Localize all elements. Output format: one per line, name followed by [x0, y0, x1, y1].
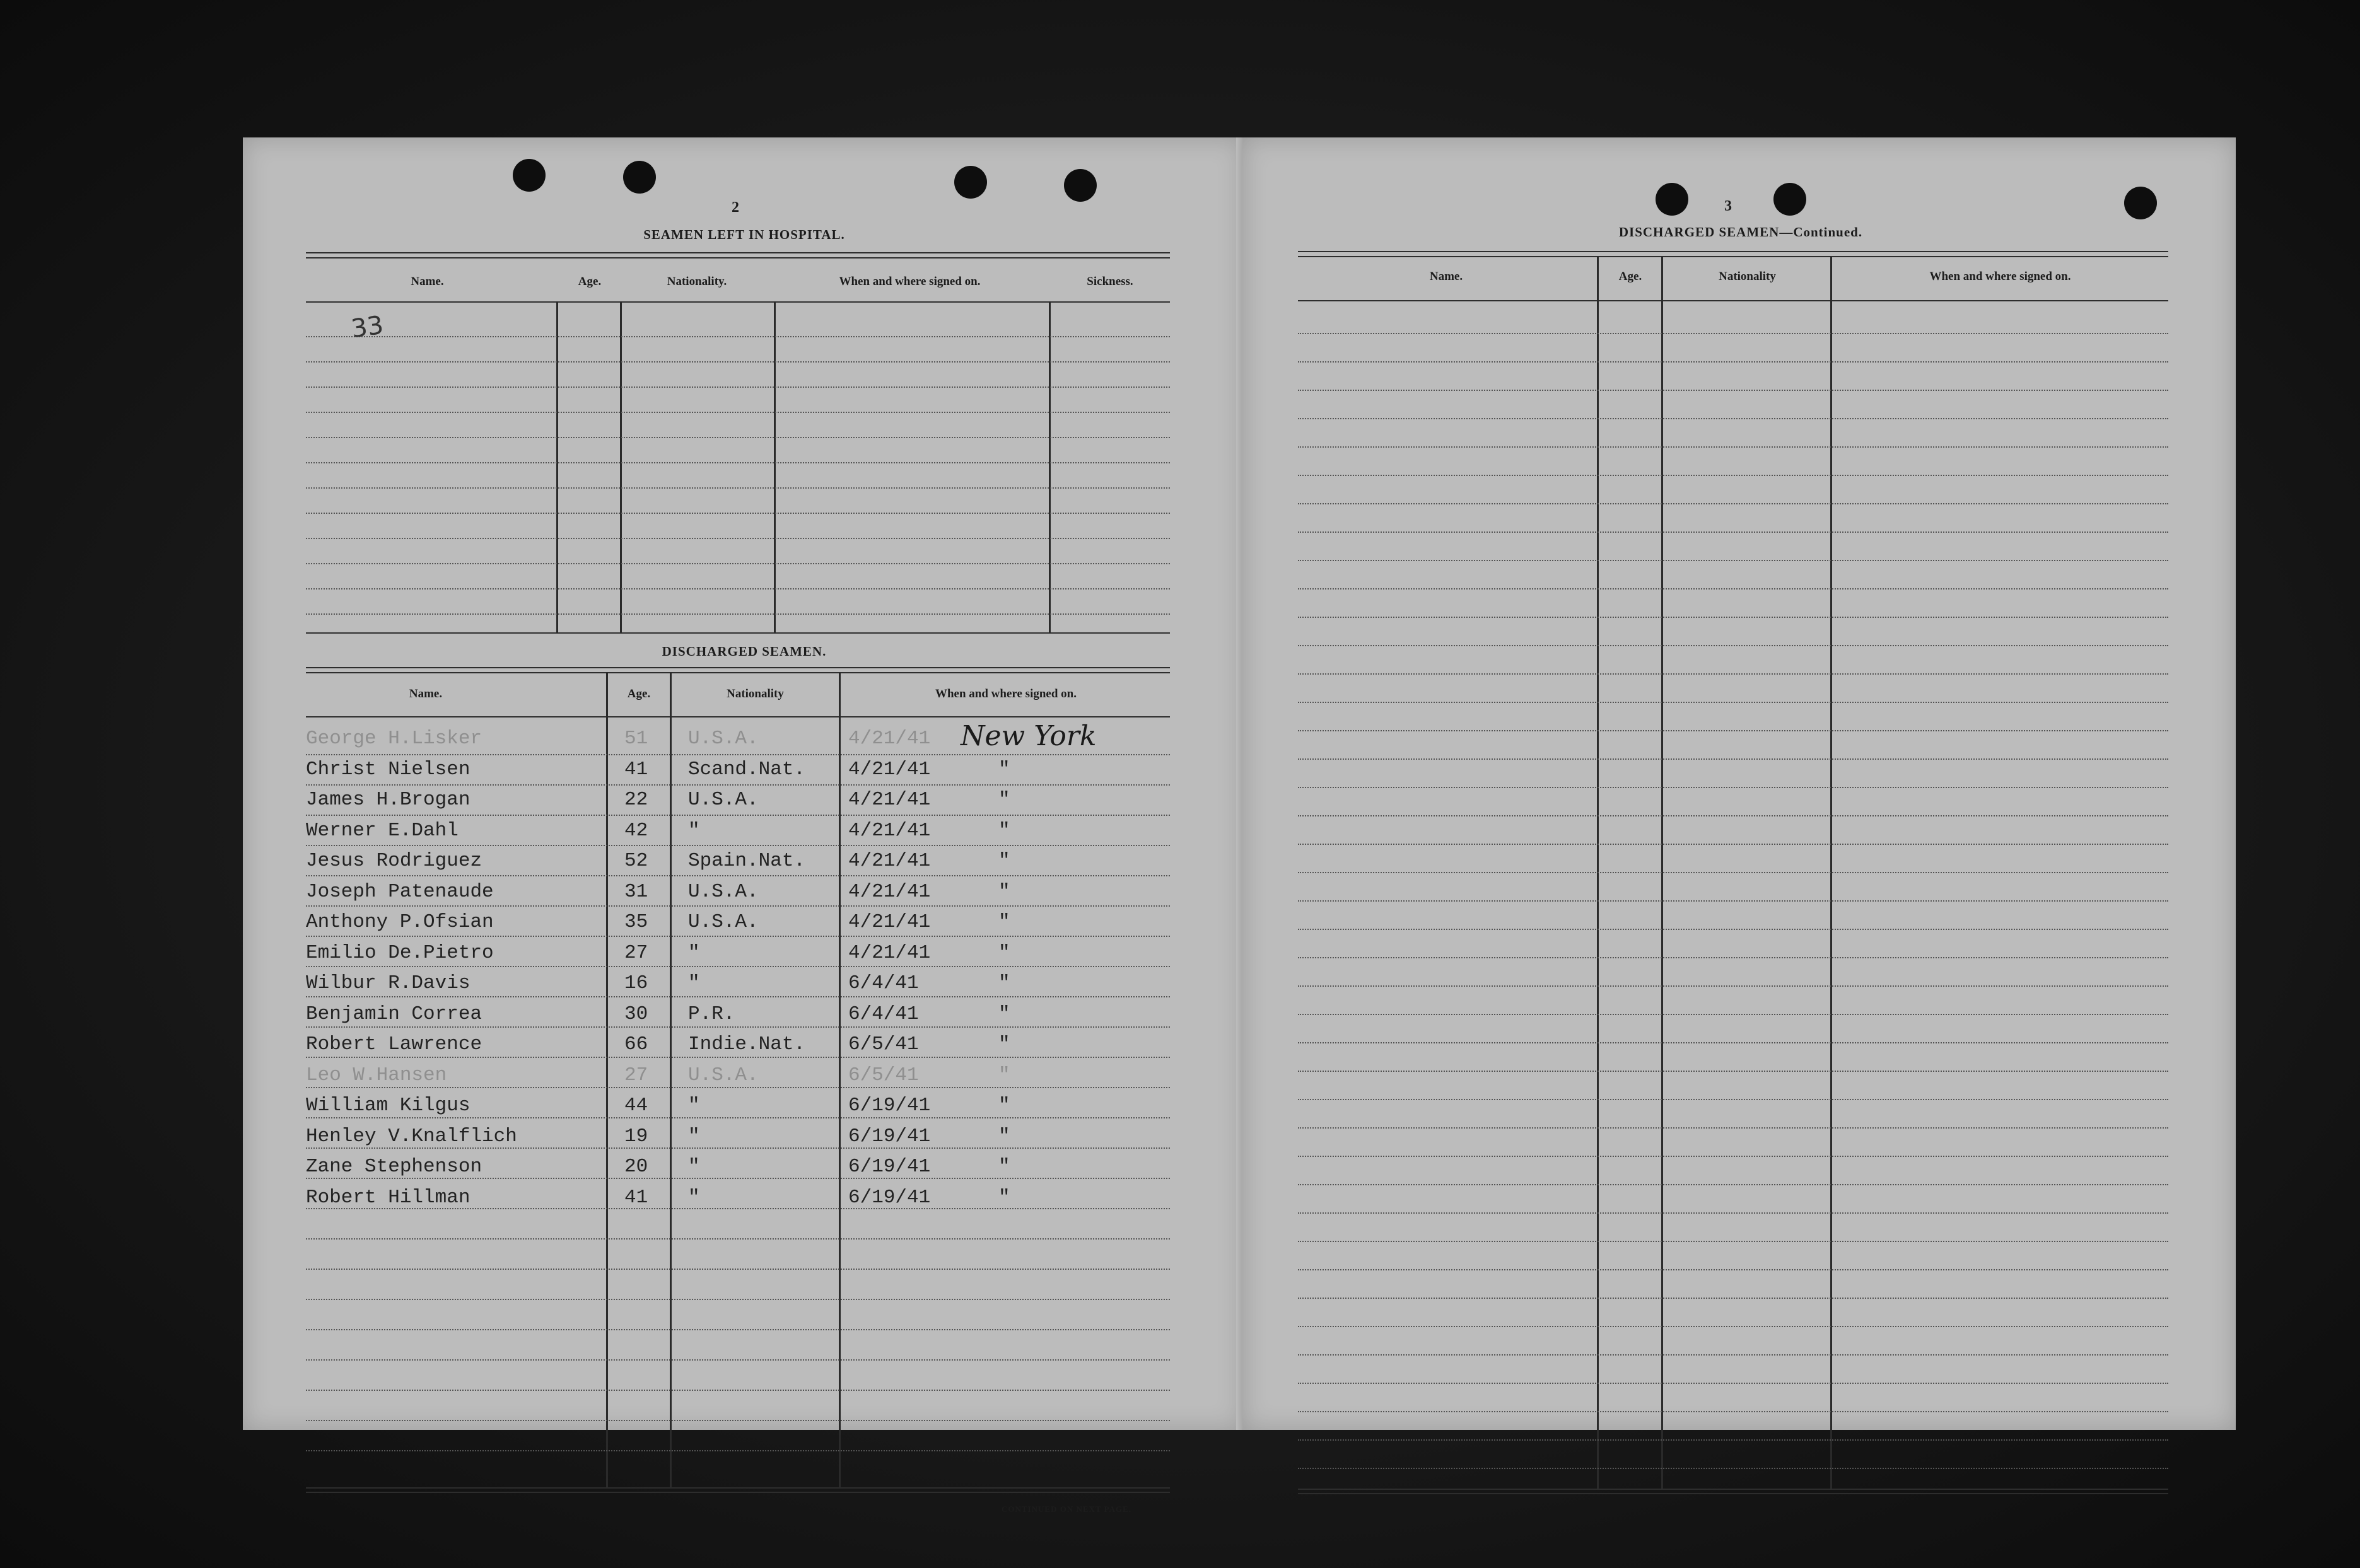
- row-line: [306, 1026, 1170, 1028]
- cell-signed: 6/5/41: [848, 1064, 919, 1086]
- row-line: [1298, 730, 2168, 731]
- rule: [1298, 300, 2168, 301]
- cell-age: 31: [624, 880, 648, 903]
- cell-name: Benjamin Correa: [306, 1002, 482, 1025]
- column-header-age: Age.: [627, 687, 651, 700]
- rule: [306, 1487, 1170, 1489]
- rule: [306, 252, 1170, 253]
- cell-nationality: ": [688, 1156, 700, 1178]
- row-line: [306, 563, 1170, 564]
- cell-name: George H.Lisker: [306, 728, 482, 750]
- row-line: [1298, 787, 2168, 788]
- cell-name: James H.Brogan: [306, 789, 470, 811]
- cell-nationality: Spain.Nat.: [688, 850, 806, 872]
- column-divider: [606, 672, 608, 1489]
- row-line: [306, 784, 1170, 786]
- cell-signed: 4/21/41: [848, 911, 931, 933]
- cell-nationality: U.S.A.: [688, 1064, 759, 1086]
- column-header-name: Name.: [1429, 270, 1463, 283]
- row-line: [306, 487, 1170, 489]
- row-line: [1298, 702, 2168, 703]
- column-header-nationality: Nationality: [727, 687, 784, 700]
- row-line: [306, 462, 1170, 463]
- row-line: [1298, 1439, 2168, 1441]
- cell-age: 51: [624, 728, 648, 750]
- cell-age: 41: [624, 1186, 648, 1209]
- row-line: [1298, 1127, 2168, 1129]
- discharged-continued-title: DISCHARGED SEAMEN—Continued.: [1618, 224, 1863, 240]
- cell-nationality: ": [688, 1095, 700, 1117]
- row-line: [1298, 390, 2168, 391]
- cell-place: ": [998, 758, 1010, 781]
- cell-name: Jesus Rodriguez: [306, 850, 482, 872]
- row-line: [1298, 1014, 2168, 1015]
- row-line: [1298, 957, 2168, 958]
- column-header-sickness: Sickness.: [1087, 275, 1133, 288]
- column-header-nationality: Nationality: [1719, 270, 1776, 283]
- rule: [1298, 256, 2168, 257]
- cell-nationality: U.S.A.: [688, 880, 759, 903]
- row-line: [306, 1147, 1170, 1149]
- cell-signed: 6/5/41: [848, 1033, 919, 1055]
- cell-place: ": [998, 911, 1010, 933]
- row-line: [306, 1057, 1170, 1058]
- rule: [1298, 1489, 2168, 1490]
- row-line: [306, 336, 1170, 337]
- cell-age: 35: [624, 911, 648, 933]
- row-line: [1298, 1383, 2168, 1384]
- row-line: [306, 966, 1170, 967]
- rule: [306, 632, 1170, 634]
- row-line: [1298, 673, 2168, 675]
- row-line: [306, 613, 1170, 615]
- cell-nationality: ": [688, 1125, 700, 1147]
- discharged-section-title: DISCHARGED SEAMEN.: [662, 644, 827, 659]
- row-line: [1298, 1241, 2168, 1242]
- row-line: [306, 905, 1170, 907]
- cell-name: Emilio De.Pietro: [306, 941, 494, 964]
- row-line: [1298, 475, 2168, 476]
- cell-nationality: Scand.Nat.: [688, 758, 806, 781]
- punch-hole: [1656, 183, 1688, 216]
- row-line: [306, 815, 1170, 816]
- column-header-signed-on: When and where signed on.: [1929, 270, 2071, 283]
- cell-name: Zane Stephenson: [306, 1156, 482, 1178]
- cell-age: 22: [624, 789, 648, 811]
- cell-nationality: P.R.: [688, 1002, 735, 1025]
- row-line: [1298, 503, 2168, 504]
- row-line: [306, 1329, 1170, 1330]
- row-line: [1298, 588, 2168, 589]
- cell-place: ": [998, 880, 1010, 903]
- cell-age: 20: [624, 1156, 648, 1178]
- rule: [1298, 251, 2168, 252]
- cell-place: ": [998, 789, 1010, 811]
- cell-name: Christ Nielsen: [306, 758, 470, 781]
- cell-place: ": [998, 1125, 1010, 1147]
- cell-age: 27: [624, 1064, 648, 1086]
- row-line: [1298, 900, 2168, 902]
- cell-name: Robert Hillman: [306, 1186, 470, 1209]
- row-line: [306, 361, 1170, 363]
- row-line: [1298, 645, 2168, 646]
- cell-signed: 6/4/41: [848, 1002, 919, 1025]
- punch-hole: [1064, 169, 1097, 202]
- column-header-age: Age.: [578, 275, 602, 288]
- punch-hole: [623, 161, 656, 194]
- rule: [306, 667, 1170, 668]
- row-line: [306, 1450, 1170, 1451]
- cell-age: 44: [624, 1095, 648, 1117]
- cell-nationality: ": [688, 941, 700, 964]
- rule: [306, 716, 1170, 717]
- hospital-section-title: SEAMEN LEFT IN HOSPITAL.: [643, 227, 845, 242]
- cell-place: ": [998, 941, 1010, 964]
- cell-name: Leo W.Hansen: [306, 1064, 447, 1086]
- row-line: [306, 386, 1170, 388]
- row-line: [306, 437, 1170, 438]
- row-line: [1298, 1184, 2168, 1185]
- punch-hole: [1773, 183, 1806, 216]
- row-line: [1298, 1156, 2168, 1157]
- column-divider: [839, 672, 841, 1489]
- cell-nationality: ": [688, 1186, 700, 1209]
- cell-age: 19: [624, 1125, 648, 1147]
- column-header-signed-on: When and where signed on.: [839, 275, 981, 288]
- rule: [306, 672, 1170, 673]
- row-line: [306, 936, 1170, 937]
- cell-place: ": [998, 1186, 1010, 1209]
- cell-signed: 6/19/41: [848, 1125, 931, 1147]
- row-line: [306, 513, 1170, 514]
- cell-place: ": [998, 1064, 1010, 1086]
- rule: [1298, 1493, 2168, 1494]
- row-line: [306, 538, 1170, 539]
- row-line: [1298, 1269, 2168, 1270]
- row-line: [1298, 1071, 2168, 1072]
- cell-place: ": [998, 819, 1010, 842]
- cell-nationality: U.S.A.: [688, 728, 759, 750]
- row-line: [1298, 446, 2168, 448]
- pencil-mark: 33: [349, 310, 385, 344]
- row-line: [306, 996, 1170, 997]
- right-page: [1242, 137, 2236, 1430]
- cell-name: Henley V.Knalflich: [306, 1125, 517, 1147]
- row-line: [1298, 758, 2168, 760]
- punch-hole: [513, 159, 546, 192]
- row-line: [306, 1420, 1170, 1421]
- page-number: 3: [1724, 198, 1732, 214]
- cell-age: 27: [624, 941, 648, 964]
- row-line: [1298, 1099, 2168, 1100]
- cell-age: 30: [624, 1002, 648, 1025]
- row-line: [1298, 418, 2168, 419]
- row-line: [1298, 1468, 2168, 1469]
- row-line: [1298, 872, 2168, 873]
- row-line: [1298, 815, 2168, 816]
- cell-signed: 4/21/41: [848, 819, 931, 842]
- row-line: [1298, 929, 2168, 930]
- cell-age: 66: [624, 1033, 648, 1055]
- row-line: [306, 588, 1170, 589]
- punch-hole: [954, 166, 987, 199]
- cell-age: 16: [624, 972, 648, 994]
- cell-nationality: ": [688, 819, 700, 842]
- punch-hole: [2124, 187, 2157, 219]
- column-header-signed-on: When and where signed on.: [935, 687, 1077, 700]
- column-divider: [1049, 301, 1051, 632]
- rule: [306, 257, 1170, 258]
- page-number: 2: [732, 199, 739, 216]
- cell-place: ": [998, 850, 1010, 872]
- row-line: [1298, 844, 2168, 845]
- row-line: [1298, 333, 2168, 334]
- cell-signed: 6/4/41: [848, 972, 919, 994]
- cell-age: 41: [624, 758, 648, 781]
- continued-footer: CONTINUED ON NEXT PAGE.: [1002, 1504, 1131, 1514]
- row-line: [1298, 531, 2168, 533]
- cell-name: Anthony P.Ofsian: [306, 911, 494, 933]
- cell-signed: 4/21/41: [848, 850, 931, 872]
- cell-signed: 6/19/41: [848, 1095, 931, 1117]
- row-line: [306, 1117, 1170, 1118]
- column-divider: [620, 301, 622, 632]
- column-header-name: Name.: [411, 275, 444, 288]
- column-divider: [774, 301, 776, 632]
- row-line: [1298, 1212, 2168, 1214]
- cell-signed: 4/21/41: [848, 789, 931, 811]
- row-line: [306, 412, 1170, 413]
- row-line: [1298, 1411, 2168, 1412]
- column-divider: [556, 301, 558, 632]
- left-page: [243, 137, 1242, 1514]
- rule: [306, 301, 1170, 303]
- cell-signed: 4/21/41: [848, 758, 931, 781]
- row-line: [1298, 560, 2168, 561]
- cell-nationality: Indie.Nat.: [688, 1033, 806, 1055]
- row-line: [306, 754, 1170, 755]
- column-divider: [670, 672, 672, 1489]
- column-header-nationality: Nationality.: [667, 275, 727, 288]
- cell-place: ": [998, 1095, 1010, 1117]
- cell-nationality: U.S.A.: [688, 789, 759, 811]
- cell-name: William Kilgus: [306, 1095, 470, 1117]
- row-line: [1298, 1326, 2168, 1327]
- handwritten-place: New York: [961, 720, 1097, 752]
- row-line: [306, 1359, 1170, 1361]
- cell-signed: 4/21/41: [848, 941, 931, 964]
- cell-age: 52: [624, 850, 648, 872]
- cell-name: Werner E.Dahl: [306, 819, 459, 842]
- rule: [306, 1492, 1170, 1493]
- row-line: [306, 1178, 1170, 1179]
- cell-nationality: ": [688, 972, 700, 994]
- cell-place: ": [998, 1033, 1010, 1055]
- cell-signed: 6/19/41: [848, 1156, 931, 1178]
- column-header-age: Age.: [1618, 270, 1642, 283]
- row-line: [306, 1269, 1170, 1270]
- cell-nationality: U.S.A.: [688, 911, 759, 933]
- row-line: [1298, 1354, 2168, 1356]
- cell-signed: 4/21/41: [848, 880, 931, 903]
- row-line: [306, 1390, 1170, 1391]
- row-line: [306, 1238, 1170, 1240]
- row-line: [1298, 1298, 2168, 1299]
- cell-place: ": [998, 972, 1010, 994]
- row-line: [1298, 1042, 2168, 1043]
- row-line: [306, 1299, 1170, 1300]
- cell-name: Joseph Patenaude: [306, 880, 494, 903]
- column-header-name: Name.: [409, 687, 443, 700]
- row-line: [306, 845, 1170, 846]
- cell-signed: 4/21/41: [848, 728, 931, 750]
- cell-name: Robert Lawrence: [306, 1033, 482, 1055]
- cell-place: ": [998, 1156, 1010, 1178]
- row-line: [1298, 361, 2168, 363]
- cell-signed: 6/19/41: [848, 1186, 931, 1209]
- row-line: [306, 1087, 1170, 1088]
- row-line: [1298, 985, 2168, 987]
- cell-age: 42: [624, 819, 648, 842]
- row-line: [306, 875, 1170, 876]
- cell-name: Wilbur R.Davis: [306, 972, 470, 994]
- row-line: [1298, 617, 2168, 618]
- cell-place: ": [998, 1002, 1010, 1025]
